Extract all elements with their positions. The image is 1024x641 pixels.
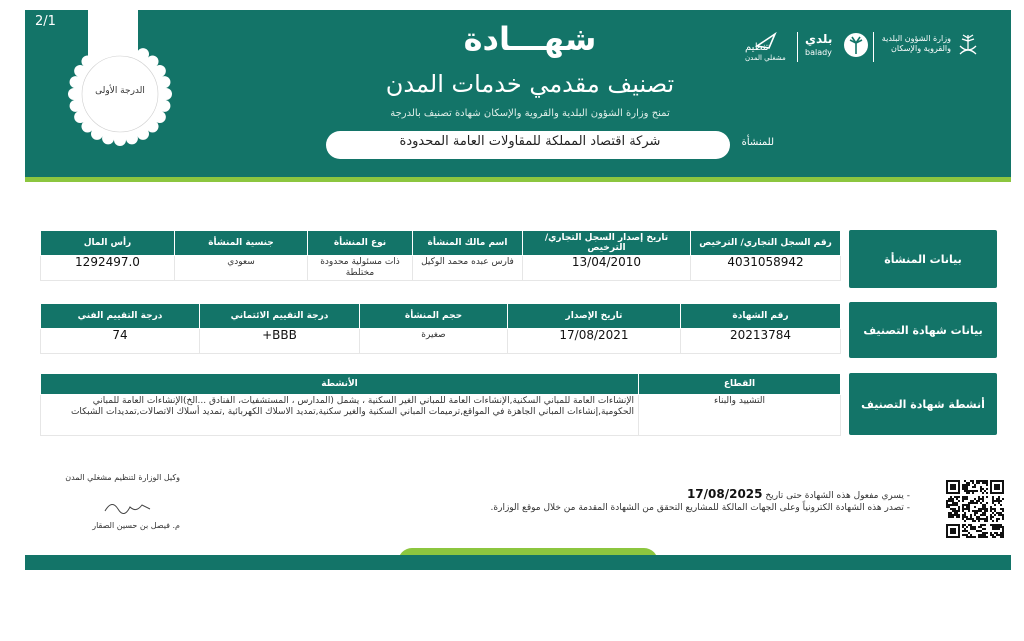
logo-divider-2 (873, 32, 874, 62)
tanzeem-sub-label: مشغلي المدن (745, 54, 786, 62)
column-header: تاريخ الإصدار (508, 304, 681, 329)
emblem-icon (955, 32, 981, 58)
section-classification-title: بيانات شهادة التصنيف (849, 302, 997, 358)
establishment-table (40, 230, 841, 281)
column-header: رقم السجل التجاري/ الترخيص (691, 231, 841, 256)
establishment-type: ذات مسئولية محدودة مختلطة (308, 256, 413, 281)
qr-code-icon[interactable] (946, 480, 1004, 538)
column-header: اسم مالك المنشأة (413, 231, 523, 256)
logo-divider (797, 32, 798, 62)
owner-name: فارس عبده محمد الوكيل (413, 256, 523, 281)
issued-note: - تصدر هذه الشهادة الكترونياً وعلى الجهات المالكة للمشاريع التحقق من الشهادة المقدمة من خلال موقع الوزارة. (490, 503, 910, 513)
table-row (41, 329, 841, 354)
activities-list: الإنشاءات العامة للمباني السكنية,الإنشاءات العامة للمباني الغير السكنية ، يشمل (المدارس ، المستشفيات، الفنادق ...الخ)الإنشاءات العامة للمباني الحكومية,إنشاءات المباني الجاهزة في المواقع,ترميمات المباني السكنية والغير سكنية,تمديد الاسلاك الكهربائية ,تمديد أسلاك الاتصالات,تمديدات الشبكات (41, 395, 639, 436)
activities-table (40, 373, 841, 436)
column-header: الأنشطة (41, 374, 639, 395)
establishment-nationality: سعودي (175, 256, 308, 281)
table-row (41, 395, 841, 436)
sector: التشييد والبناء (639, 395, 841, 436)
palm-logo-icon (843, 32, 869, 58)
certificate-subtitle: تصنيف مقدمي خدمات المدن (385, 70, 675, 98)
column-header: رأس المال (41, 231, 175, 256)
column-header: القطاع (639, 374, 841, 395)
seal-text: الدرجة الأولى (95, 86, 145, 96)
balady-label: بلدي (805, 32, 833, 46)
column-header: حجم المنشأة (360, 304, 508, 329)
validity-note (470, 487, 910, 501)
technical-rating: 74 (41, 329, 200, 354)
header-accent-line (25, 177, 1011, 182)
logo-area (745, 30, 985, 70)
classification-table (40, 303, 841, 354)
certificate-title: شهـــادة (463, 20, 597, 58)
issue-date: 17/08/2021 (508, 329, 681, 354)
ministry-label: وزارة الشؤون البلدية والقروية والإسكان (881, 34, 951, 53)
footer-band (25, 555, 1011, 570)
column-header: تاريخ إصدار السجل التجاري/ الترخيص (523, 231, 691, 256)
grant-text: تمنح وزارة الشؤون البلدية والقروية والإسكان شهادة تصنيف بالدرجة (390, 108, 670, 119)
column-header: جنسية المنشأة (175, 231, 308, 256)
table-row (41, 256, 841, 281)
balady-en-label: balady (805, 48, 832, 57)
cr-number: 4031058942 (691, 256, 841, 281)
column-header: رقم الشهادة (681, 304, 841, 329)
column-header: درجة التقييم الائتماني (200, 304, 360, 329)
signature-icon (100, 497, 160, 517)
cr-issue-date: 13/04/2010 (523, 256, 691, 281)
company-label: للمنشأة (741, 137, 774, 148)
table-header-row (41, 374, 841, 395)
capital: 1292497.0 (41, 256, 175, 281)
table-header-row (41, 231, 841, 256)
section-activities-title: أنشطة شهادة التصنيف (849, 373, 997, 435)
section-establishment-title: بيانات المنشأة (849, 230, 997, 288)
signer-title: وكيل الوزارة لتنظيم مشغلي المدن (65, 473, 180, 482)
column-header: درجة التقييم الفني (41, 304, 200, 329)
validity-date: 17/08/2025 (686, 487, 763, 501)
company-name: شركة اقتصاد المملكة للمقاولات العامة المحدودة (399, 134, 661, 149)
column-header: نوع المنشأة (308, 231, 413, 256)
tanzeem-label: تنظيم (745, 42, 769, 53)
signer-name: م. فيصل بن حسين الصقار (92, 521, 180, 530)
certificate-number: 20213784 (681, 329, 841, 354)
table-header-row (41, 304, 841, 329)
credit-rating: BBB+ (200, 329, 360, 354)
establishment-size: صغيرة (360, 329, 508, 354)
page-number: 2/1 (35, 14, 56, 29)
validity-prefix: - يسري مفعول هذه الشهادة حتى تاريخ (765, 491, 910, 501)
